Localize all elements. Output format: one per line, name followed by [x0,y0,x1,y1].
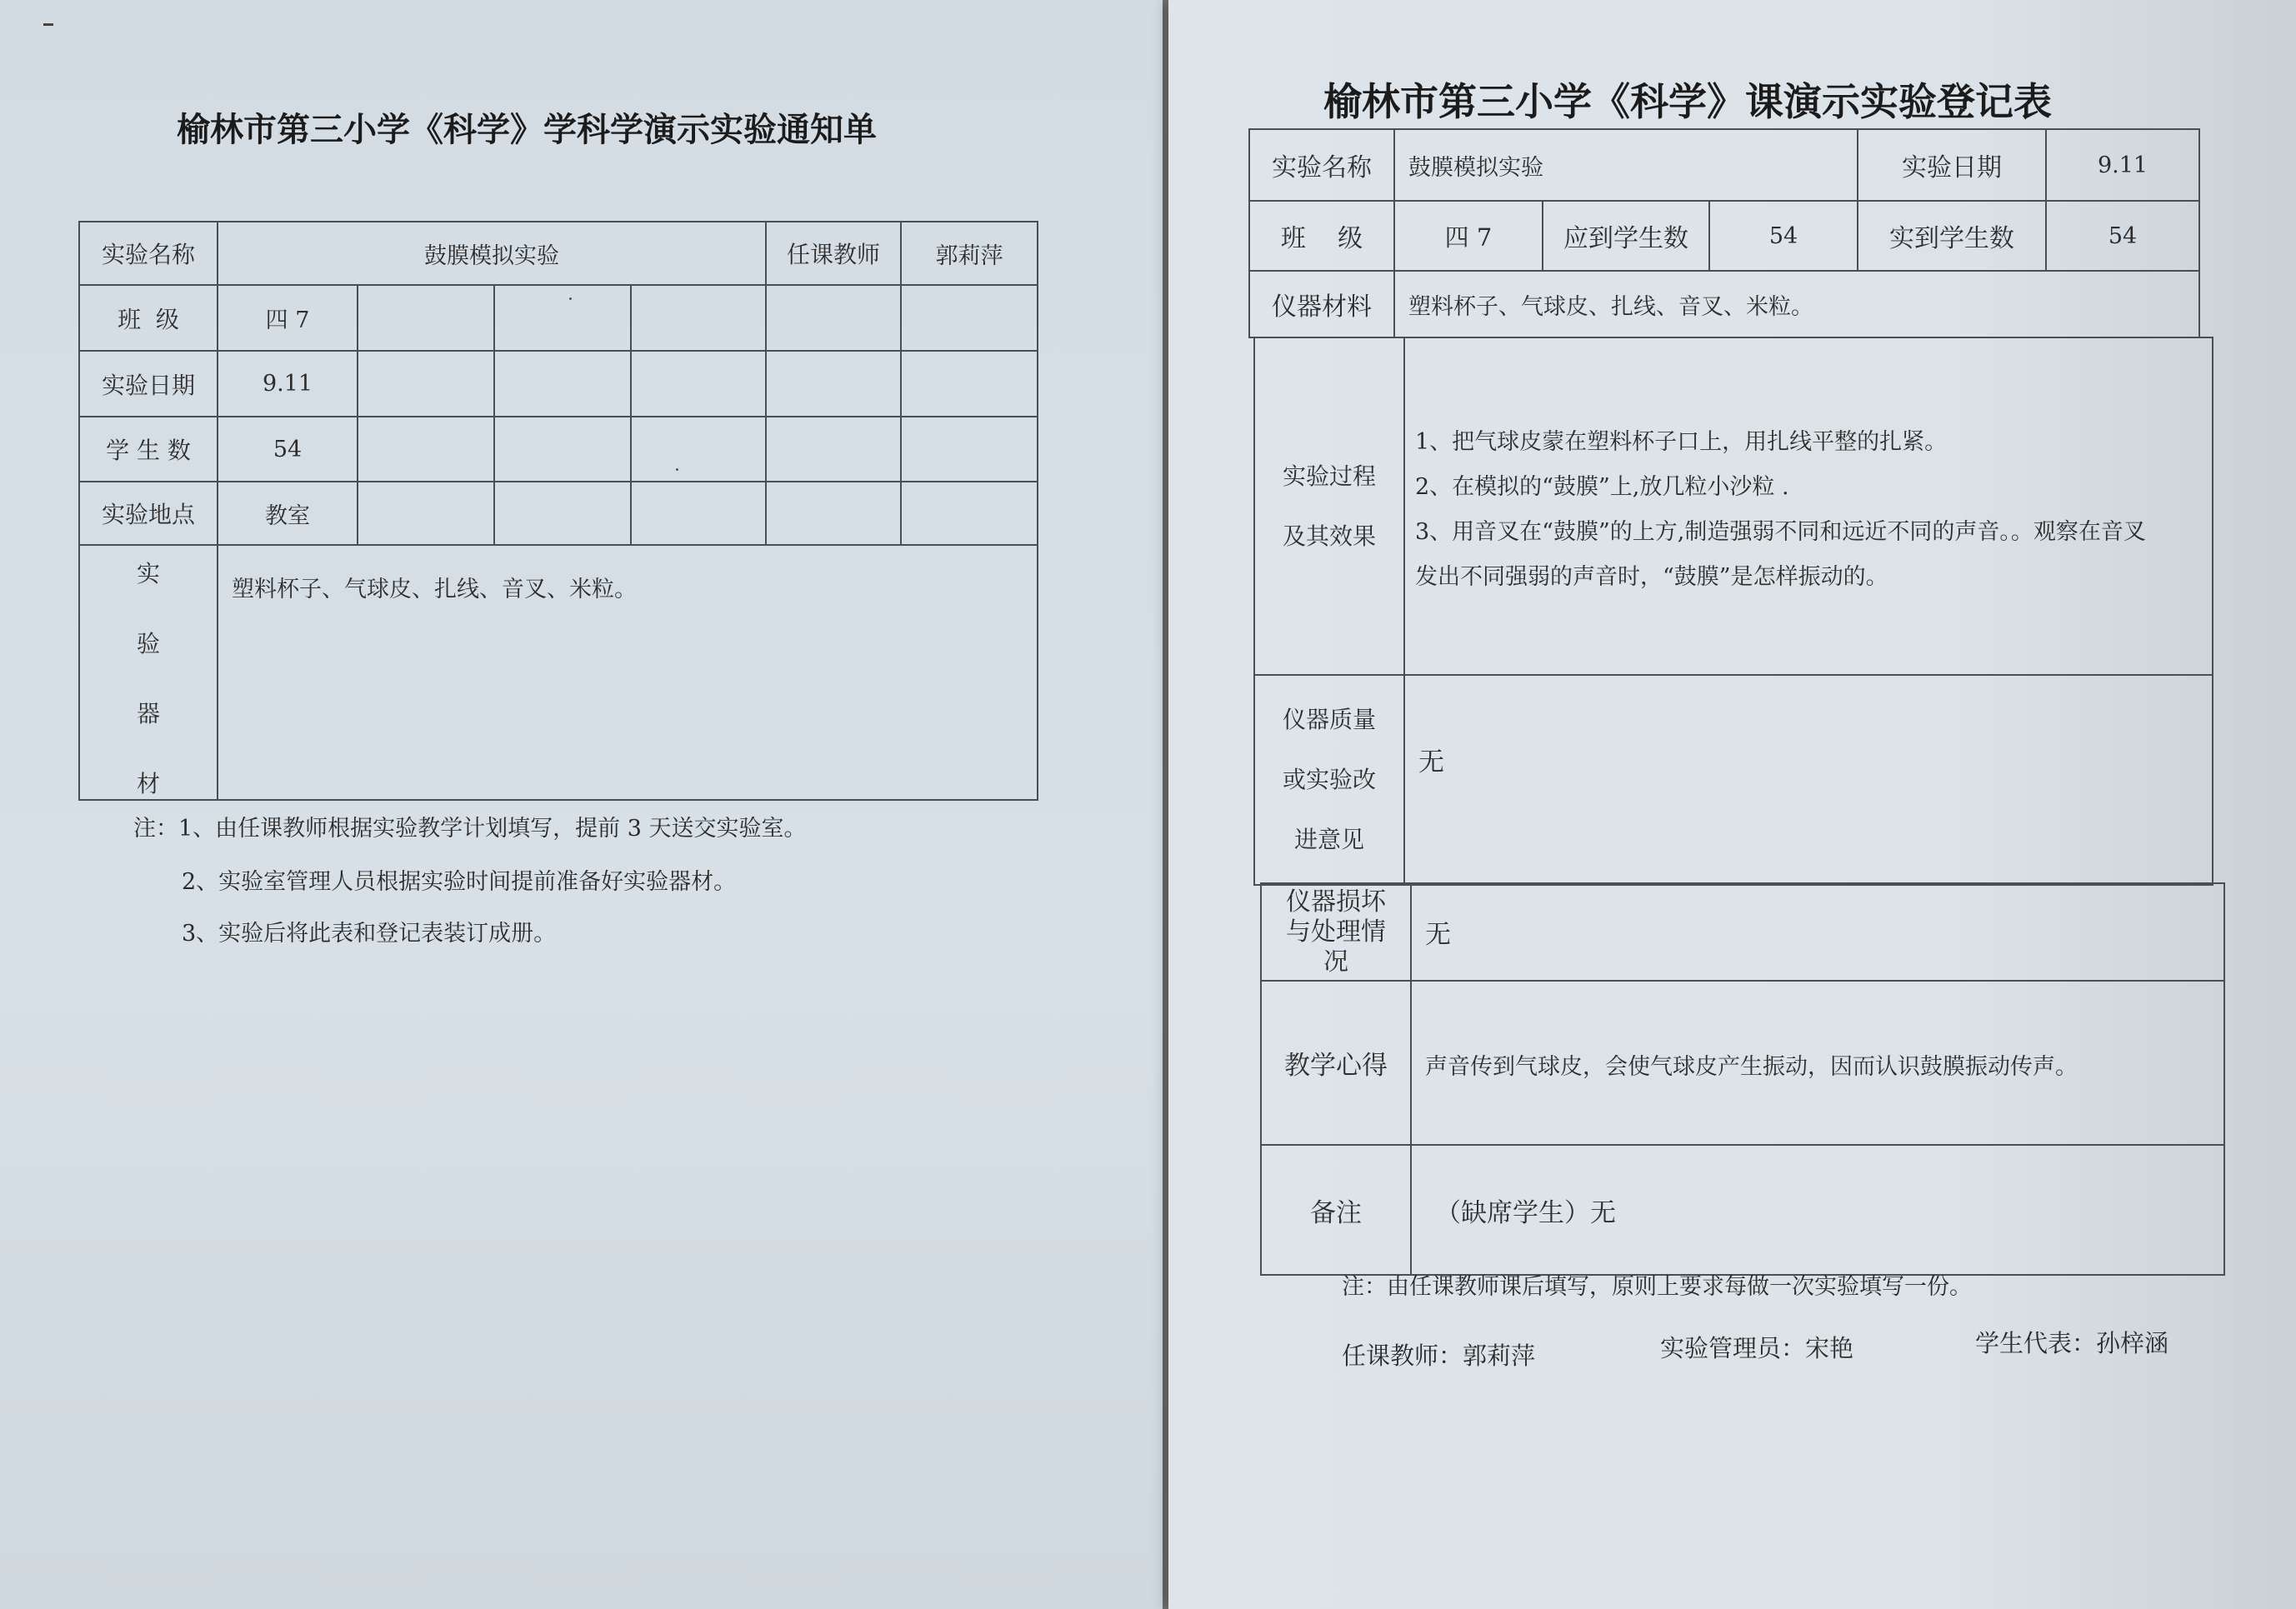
label-place: 实验地点 [79,482,218,545]
signature-admin: 实验管理员：宋艳 [1660,1334,1854,1362]
empty-cell [494,482,631,545]
empty-cell [766,482,901,545]
value-equipment: 塑料杯子、气球皮、扎线、音叉、米粒。 [218,545,1038,800]
empty-cell [494,351,631,417]
label-class: 班 级 [79,285,218,351]
value-materials: 塑料杯子、气球皮、扎线、音叉、米粒。 [1394,271,2199,337]
notice-row-equipment [79,545,1038,800]
notice-row-place [79,482,1038,545]
pen-mark [43,23,53,26]
empty-cell [494,285,631,351]
label-expected-students: 应到学生数 [1543,201,1709,271]
label-experiment-name: 实验名称 [79,222,218,285]
empty-cell [766,417,901,482]
empty-cell [631,285,766,351]
label-quality-line: 进意见 [1293,826,1364,853]
label-materials: 仪器材料 [1249,271,1394,337]
register-row-process [1254,337,2213,675]
notice-note-1: 注：1、由任课教师根据实验教学计划填写，提前 3 天送交实验室。 [133,816,807,842]
label-remarks: 备注 [1261,1145,1411,1275]
label-quality-line: 仪器质量 [1282,706,1376,733]
value-date: 9.11 [218,351,358,417]
empty-cell [358,417,494,482]
signature-student: 学生代表：孙梓涵 [1975,1329,2169,1357]
empty-cell [631,482,766,545]
empty-cell [358,351,494,417]
label-equipment [79,545,218,800]
value-process [1404,337,2213,675]
label-date: 实验日期 [79,351,218,417]
empty-cell [901,482,1038,545]
register-row-name [1249,129,2199,201]
notice-row-students [79,417,1038,482]
empty-cell [901,351,1038,417]
signature-teacher: 任课教师：郭莉萍 [1342,1342,1536,1370]
empty-cell [766,351,901,417]
empty-cell [494,417,631,482]
register-row-reflection [1261,981,2224,1145]
register-row-remarks [1261,1145,2224,1275]
value-date: 9.11 [2046,129,2199,201]
label-process [1254,337,1404,675]
value-students: 54 [218,417,358,482]
label-damage [1261,883,1411,981]
label-damage-line: 与处理情 [1286,917,1386,947]
value-class: 四 7 [1394,201,1543,271]
notice-title: 榆林市第三小学《科学》学科学演示实验通知单 [177,111,877,149]
label-process-line: 及其效果 [1282,522,1376,550]
stray-dot [676,468,678,471]
empty-cell [766,285,901,351]
label-teacher: 任课教师 [766,222,901,285]
stray-dot [569,297,572,300]
value-experiment-name: 鼓膜模拟实验 [1394,129,1858,201]
value-quality: 无 [1404,675,2213,885]
empty-cell [358,285,494,351]
empty-cell [901,285,1038,351]
value-place: 教室 [218,482,358,545]
label-quality-line: 或实验改 [1282,766,1376,793]
value-reflection: 声音传到气球皮，会使气球皮产生振动，因而认识鼓膜振动传声。 [1411,981,2224,1145]
register-note: 注：由任课教师课后填写，原则上要求每做一次实验填写一份。 [1342,1274,1972,1300]
label-quality [1254,675,1404,885]
process-step: 发出不同强弱的声音时，“鼓膜”是怎样振动的。 [1415,564,1888,590]
notice-row-class [79,285,1038,351]
register-row-damage [1261,883,2224,981]
value-expected-students: 54 [1709,201,1858,271]
label-equipment-char: 验 [136,630,160,657]
empty-cell [631,351,766,417]
value-remarks: （缺席学生）无 [1411,1145,2224,1275]
value-teacher: 郭莉萍 [901,222,1038,285]
register-title: 榆林市第三小学《科学》课演示实验登记表 [1323,79,2052,124]
process-step: 3、用音叉在“鼓膜”的上方,制造强弱不同和远近不同的声音。。观察在音叉 [1415,519,2146,545]
register-sheet [1168,0,2296,1609]
register-row-quality [1254,675,2213,885]
register-row-class [1249,201,2199,271]
notice-note-3: 3、实验后将此表和登记表装订成册。 [182,921,557,947]
value-experiment-name: 鼓膜模拟实验 [218,222,766,285]
label-students: 学 生 数 [79,417,218,482]
label-damage-line: 仪器损坏 [1286,887,1386,917]
label-equipment-char: 实 [136,560,160,587]
process-step: 1、把气球皮蒙在塑料杯子口上，用扎线平整的扎紧。 [1415,429,1948,455]
label-class: 班 级 [1249,201,1394,271]
label-equipment-char: 材 [136,770,160,797]
empty-cell [631,417,766,482]
notice-note-2: 2、实验室管理人员根据实验时间提前准备好实验器材。 [182,869,737,895]
process-step: 2、在模拟的“鼓膜”上,放几粒小沙粒 . [1415,474,1789,500]
empty-cell [901,417,1038,482]
empty-cell [358,482,494,545]
notice-row-name [79,222,1038,285]
label-process-line: 实验过程 [1282,462,1376,490]
label-damage-line: 况 [1323,947,1348,977]
register-table-footer [1260,882,2225,1276]
label-reflection: 教学心得 [1261,981,1411,1145]
label-actual-students: 实到学生数 [1858,201,2046,271]
label-equipment-char: 器 [136,700,160,727]
label-experiment-name: 实验名称 [1249,129,1394,201]
register-row-materials [1249,271,2199,337]
notice-table [78,221,1038,801]
notice-row-date [79,351,1038,417]
label-date: 实验日期 [1858,129,2046,201]
value-actual-students: 54 [2046,201,2199,271]
register-table-body [1253,337,2213,886]
register-table-header [1248,128,2200,338]
value-class: 四 7 [218,285,358,351]
value-damage: 无 [1411,883,2224,981]
